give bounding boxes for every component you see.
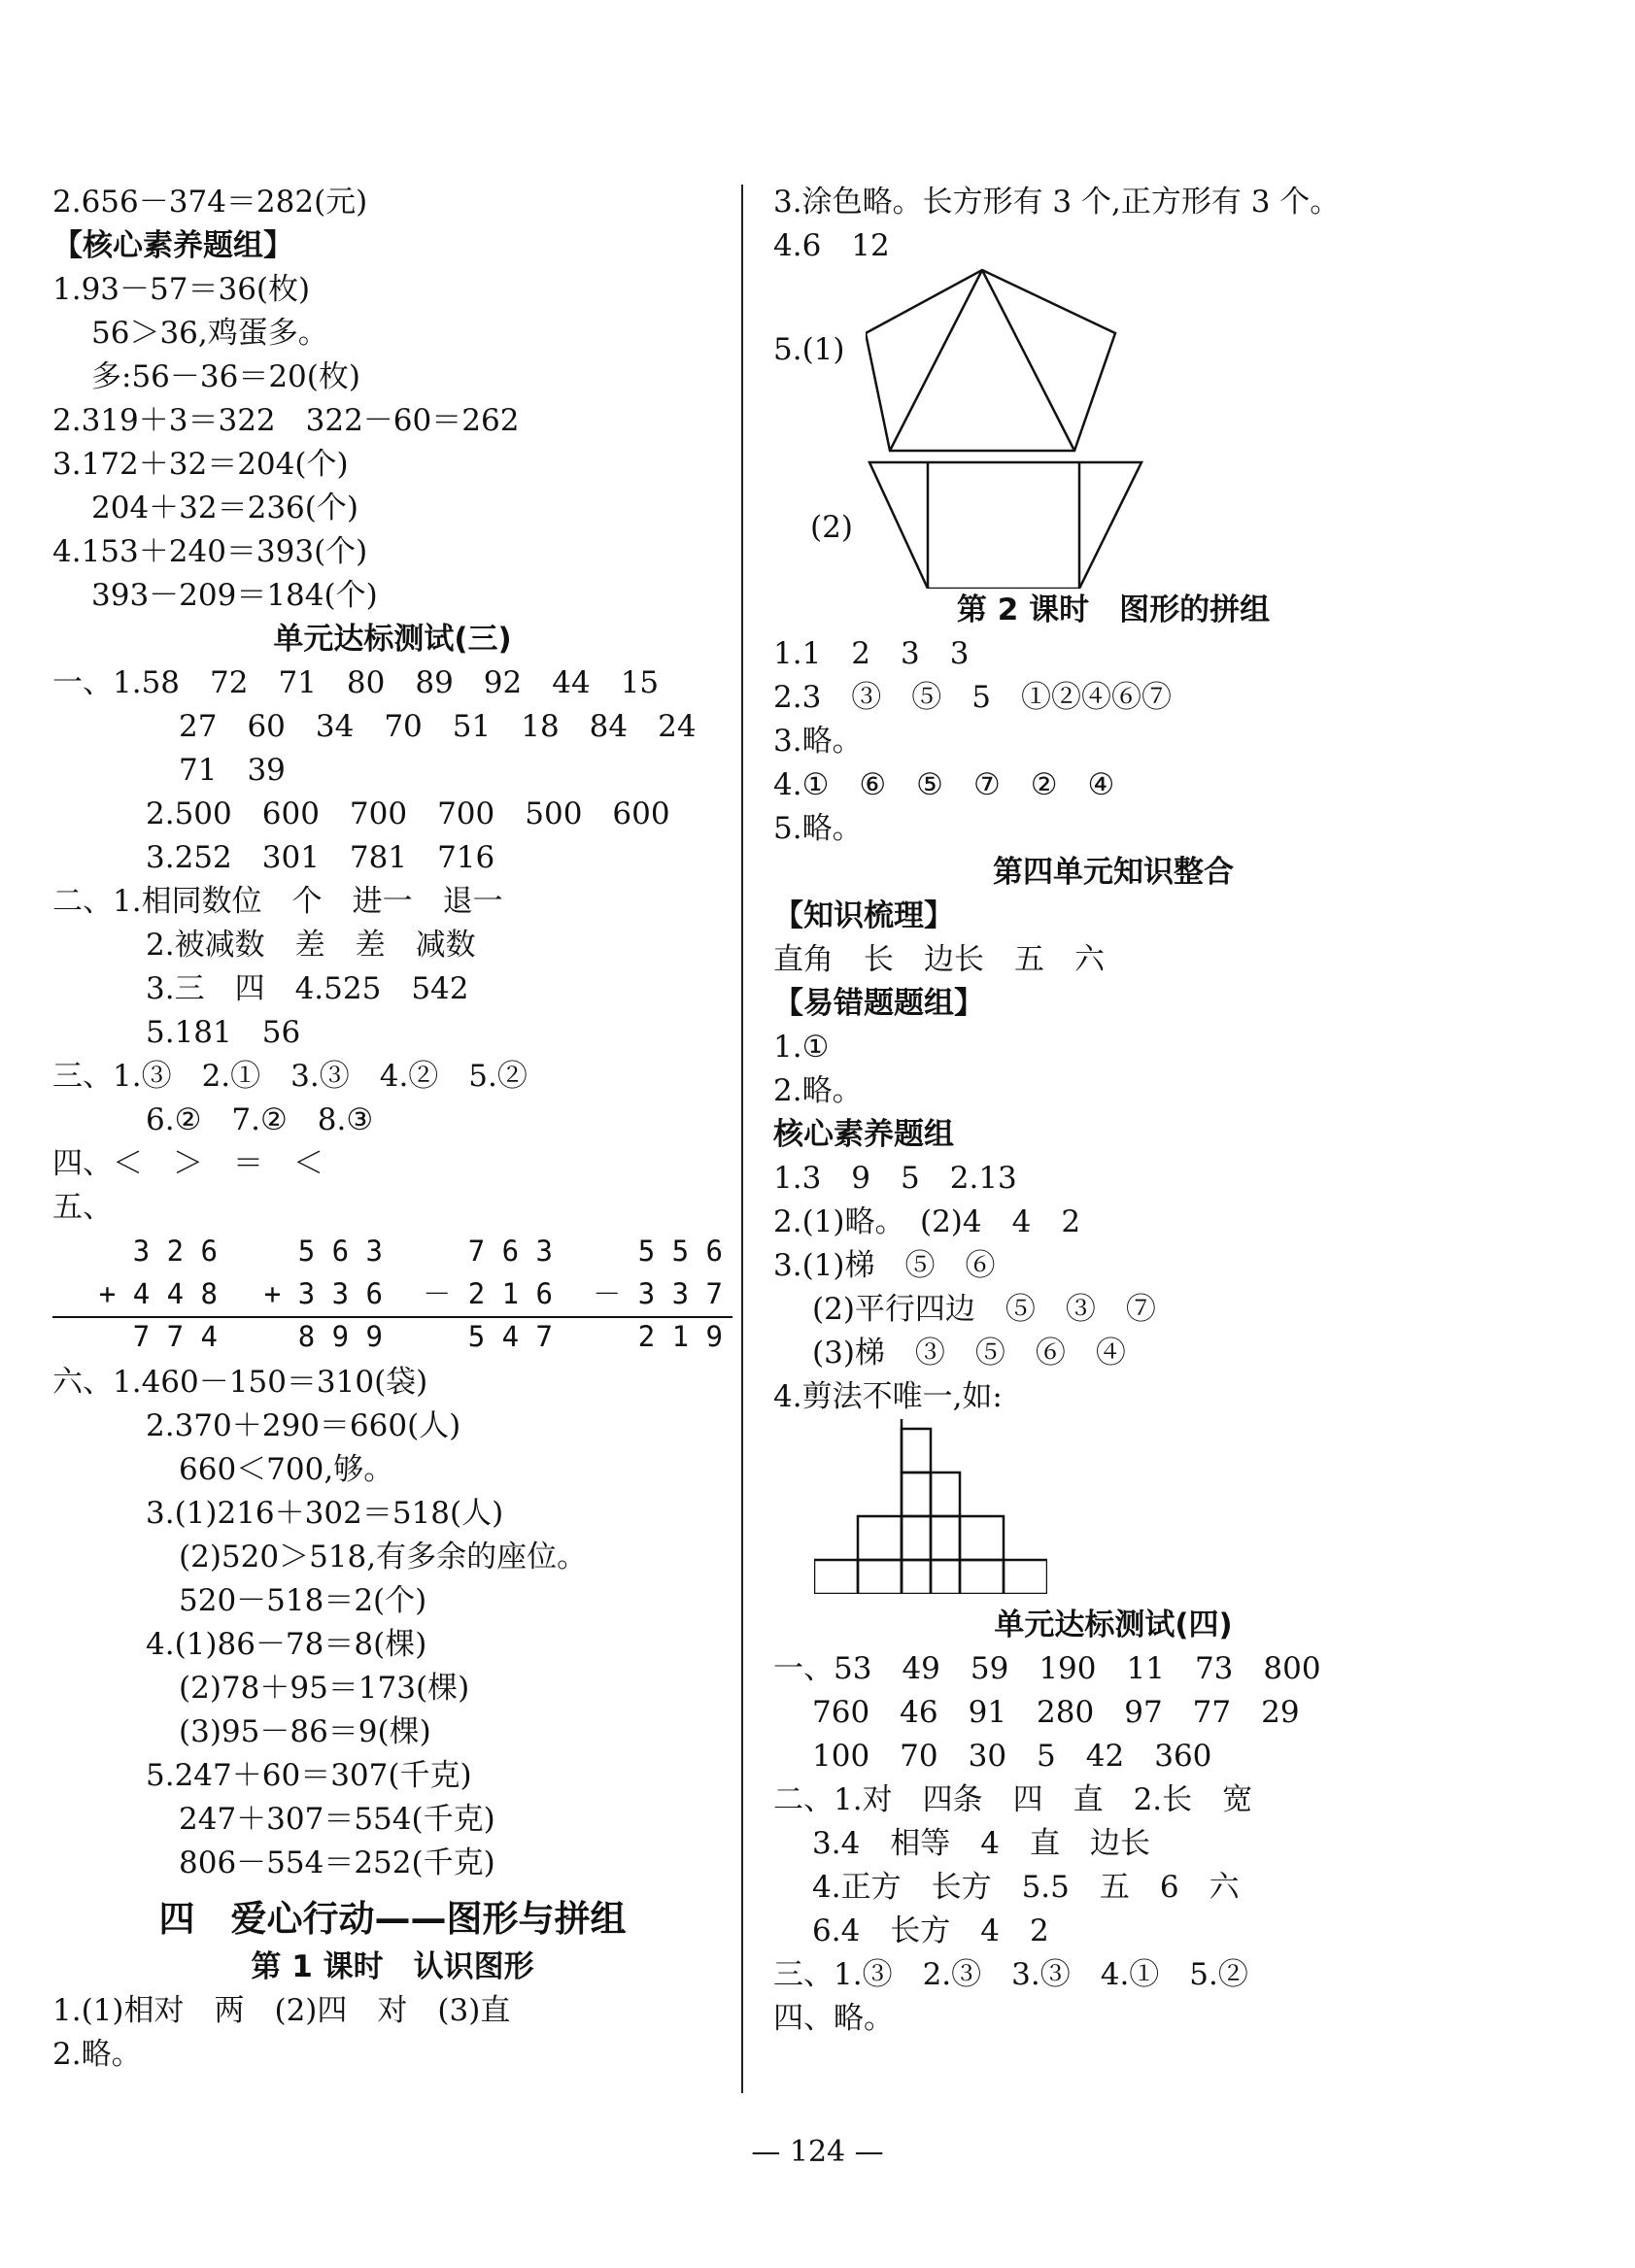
answer-line: 1.① [773, 1030, 830, 1065]
grid-cell [902, 1516, 931, 1560]
grid-cell [814, 1560, 858, 1594]
answer-line: 3.172＋32＝204(个) [52, 447, 349, 482]
vertical-calc [577, 1230, 723, 1358]
answer-line: 3.(1)216＋302＝518(人) [146, 1496, 504, 1531]
unit3-test-title: 单元达标测试(三) [273, 622, 512, 657]
answer-line: 71 39 [179, 753, 286, 788]
answer-line: 2.3 ③ ⑤ 5 ①②④⑥⑦ [773, 680, 1173, 715]
answer-line: 二、1.对 四条 四 直 2.长 宽 [773, 1782, 1253, 1817]
unit4-summary-title: 第四单元知识整合 [993, 855, 1234, 890]
answer-line: 四、略。 [773, 2001, 894, 2036]
answer-line: 2.370＋290＝660(人) [146, 1408, 461, 1443]
answer-line: 4.正方 长方 5.5 五 6 六 [812, 1870, 1240, 1905]
column-divider [741, 185, 743, 2093]
calc-result: 2 1 9 [637, 1320, 723, 1353]
grid-cell [931, 1473, 960, 1516]
answer-line: 三、1.③ 2.① 3.③ 4.② 5.② [52, 1059, 528, 1094]
trapezoid-shape [869, 462, 1141, 589]
answer-line: 5.181 56 [146, 1015, 301, 1050]
answer-line: 2.略。 [773, 1073, 863, 1108]
answer-line: 五、 [52, 1190, 113, 1225]
answer-line: 27 60 34 70 51 18 84 24 [179, 709, 697, 744]
shape-figures [773, 268, 1453, 589]
answer-line: 6.② 7.② 8.③ [146, 1102, 374, 1137]
calc-result: 5 4 7 [467, 1320, 553, 1353]
grid-cell [931, 1560, 960, 1594]
section-heading-knowledge: 【知识梳理】 [773, 898, 954, 933]
section-heading-core: 核心素养题组 [773, 1117, 954, 1152]
lesson2-title: 第 2 课时 图形的拼组 [956, 592, 1271, 627]
calc-operand: + 4 4 8 [98, 1277, 218, 1310]
grid-cell [960, 1560, 1004, 1594]
page-number: — 124 — [751, 2135, 884, 2169]
figure-label: (2) [810, 510, 853, 545]
pentagon-trapezoid-figure [866, 268, 1176, 589]
answer-line: 6.4 长方 4 2 [812, 1913, 1049, 1948]
answer-line: 2.被减数 差 差 减数 [146, 928, 476, 963]
answer-line: 393－209＝184(个) [91, 578, 378, 613]
answer-line: 4.剪法不唯一,如: [773, 1379, 1003, 1414]
answer-line: 2.319＋3＝322 322－60＝262 [52, 403, 520, 438]
answer-line: 5.略。 [773, 811, 863, 846]
answer-line: 直角 长 边长 五 六 [773, 942, 1105, 977]
answer-line: 1.(1)相对 两 (2)四 对 (3)直 [52, 1993, 511, 2028]
answer-line: 二、1.相同数位 个 进一 退一 [52, 884, 503, 919]
calc-top: 3 2 6 [132, 1235, 218, 1268]
calc-top: 5 5 6 [637, 1235, 723, 1268]
answer-line: 3.涂色略。长方形有 3 个,正方形有 3 个。 [773, 185, 1341, 220]
answer-line: (2)平行四边 ⑤ ③ ⑦ [812, 1292, 1156, 1327]
grid-cell [960, 1516, 1004, 1560]
calc-operand: － 3 3 7 [593, 1277, 723, 1310]
answer-line: 247＋307＝554(千克) [179, 1802, 495, 1837]
cut-grid-figure [773, 1419, 1453, 1604]
answer-line: 3.(1)梯 ⑤ ⑥ [773, 1248, 996, 1283]
grid-cell [1004, 1560, 1047, 1594]
answer-line: 六、1.460－150＝310(袋) [52, 1365, 428, 1400]
grid-cell [931, 1516, 960, 1560]
calc-top: 7 6 3 [467, 1235, 553, 1268]
answer-line: 3.4 相等 4 直 边长 [812, 1826, 1151, 1861]
answer-line: 5.247＋60＝307(千克) [146, 1758, 472, 1793]
calc-rule-line [52, 1316, 732, 1318]
answer-line: 100 70 30 5 42 360 [812, 1739, 1212, 1774]
answer-line: 1.3 9 5 2.13 [773, 1161, 1017, 1196]
grid-cell [902, 1473, 931, 1516]
lesson1-title: 第 1 课时 认识图形 [251, 1949, 534, 1984]
figure-label: 5.(1) [773, 332, 845, 367]
answer-line: 3.三 四 4.525 542 [146, 971, 469, 1006]
vertical-calc [407, 1230, 553, 1358]
answer-line: 56＞36,鸡蛋多。 [91, 316, 328, 351]
answer-line: 3.252 301 781 716 [146, 840, 495, 875]
answer-line: 806－554＝252(千克) [179, 1845, 495, 1880]
section-heading-core: 【核心素养题组】 [52, 228, 293, 263]
section-heading-error: 【易错题题组】 [773, 986, 984, 1021]
unit4-title: 四 爱心行动——图形与拼组 [158, 1898, 627, 1940]
staircase-grid [814, 1419, 1047, 1594]
vertical-calc [237, 1230, 383, 1358]
answer-line: 4.153＋240＝393(个) [52, 534, 368, 569]
answer-line: 四、＜ ＞ ＝ ＜ [52, 1146, 324, 1181]
answer-line: (2)520＞518,有多余的座位。 [179, 1540, 588, 1574]
unit4-test-title: 单元达标测试(四) [994, 1608, 1233, 1642]
answer-line: 4.① ⑥ ⑤ ⑦ ② ④ [773, 767, 1115, 802]
pentagon-cut-line [890, 270, 982, 451]
vertical-calc [72, 1230, 218, 1358]
answer-line: 2.656－374＝282(元) [52, 185, 368, 220]
answer-line: 2.(1)略。 (2)4 4 2 [773, 1204, 1081, 1239]
answer-line: 660＜700,够。 [179, 1452, 394, 1487]
grid-cell [858, 1560, 902, 1594]
grid-cell [902, 1429, 931, 1473]
answer-line: 2.500 600 700 700 500 600 [146, 796, 670, 831]
pentagon-cut-line [982, 270, 1074, 451]
calc-operand: + 3 3 6 [263, 1277, 383, 1310]
answer-line: 1.1 2 3 3 [773, 636, 970, 671]
answer-line: (3)95－86＝9(棵) [179, 1714, 431, 1749]
grid-cell [858, 1516, 902, 1560]
answer-line: 520－518＝2(个) [179, 1583, 427, 1618]
answer-line: 1.93－57＝36(枚) [52, 272, 311, 307]
right-column [773, 181, 1453, 2041]
answer-line: 4.6 12 [773, 228, 890, 263]
left-column [52, 181, 732, 2077]
answer-line: 多:56－36＝20(枚) [91, 359, 360, 394]
answer-line: 一、1.58 72 71 80 89 92 44 15 [52, 665, 660, 700]
answer-line: 三、1.③ 2.③ 3.③ 4.① 5.② [773, 1957, 1248, 1992]
calc-top: 5 6 3 [297, 1235, 383, 1268]
answer-line: 3.略。 [773, 724, 863, 759]
vertical-calculations [52, 1230, 732, 1361]
answer-line: 204＋32＝236(个) [91, 491, 358, 525]
calc-result: 7 7 4 [132, 1320, 218, 1353]
calc-operand: － 2 1 6 [423, 1277, 553, 1310]
answer-line: 4.(1)86－78＝8(棵) [146, 1627, 427, 1662]
calc-result: 8 9 9 [297, 1320, 383, 1353]
answer-line: (3)梯 ③ ⑤ ⑥ ④ [812, 1336, 1126, 1371]
answer-line: 760 46 91 280 97 77 29 [812, 1695, 1300, 1730]
answer-line: 一、53 49 59 190 11 73 800 [773, 1651, 1321, 1686]
grid-cell [902, 1560, 931, 1594]
answer-line: (2)78＋95＝173(棵) [179, 1671, 470, 1706]
answer-line: 2.略。 [52, 2037, 142, 2072]
